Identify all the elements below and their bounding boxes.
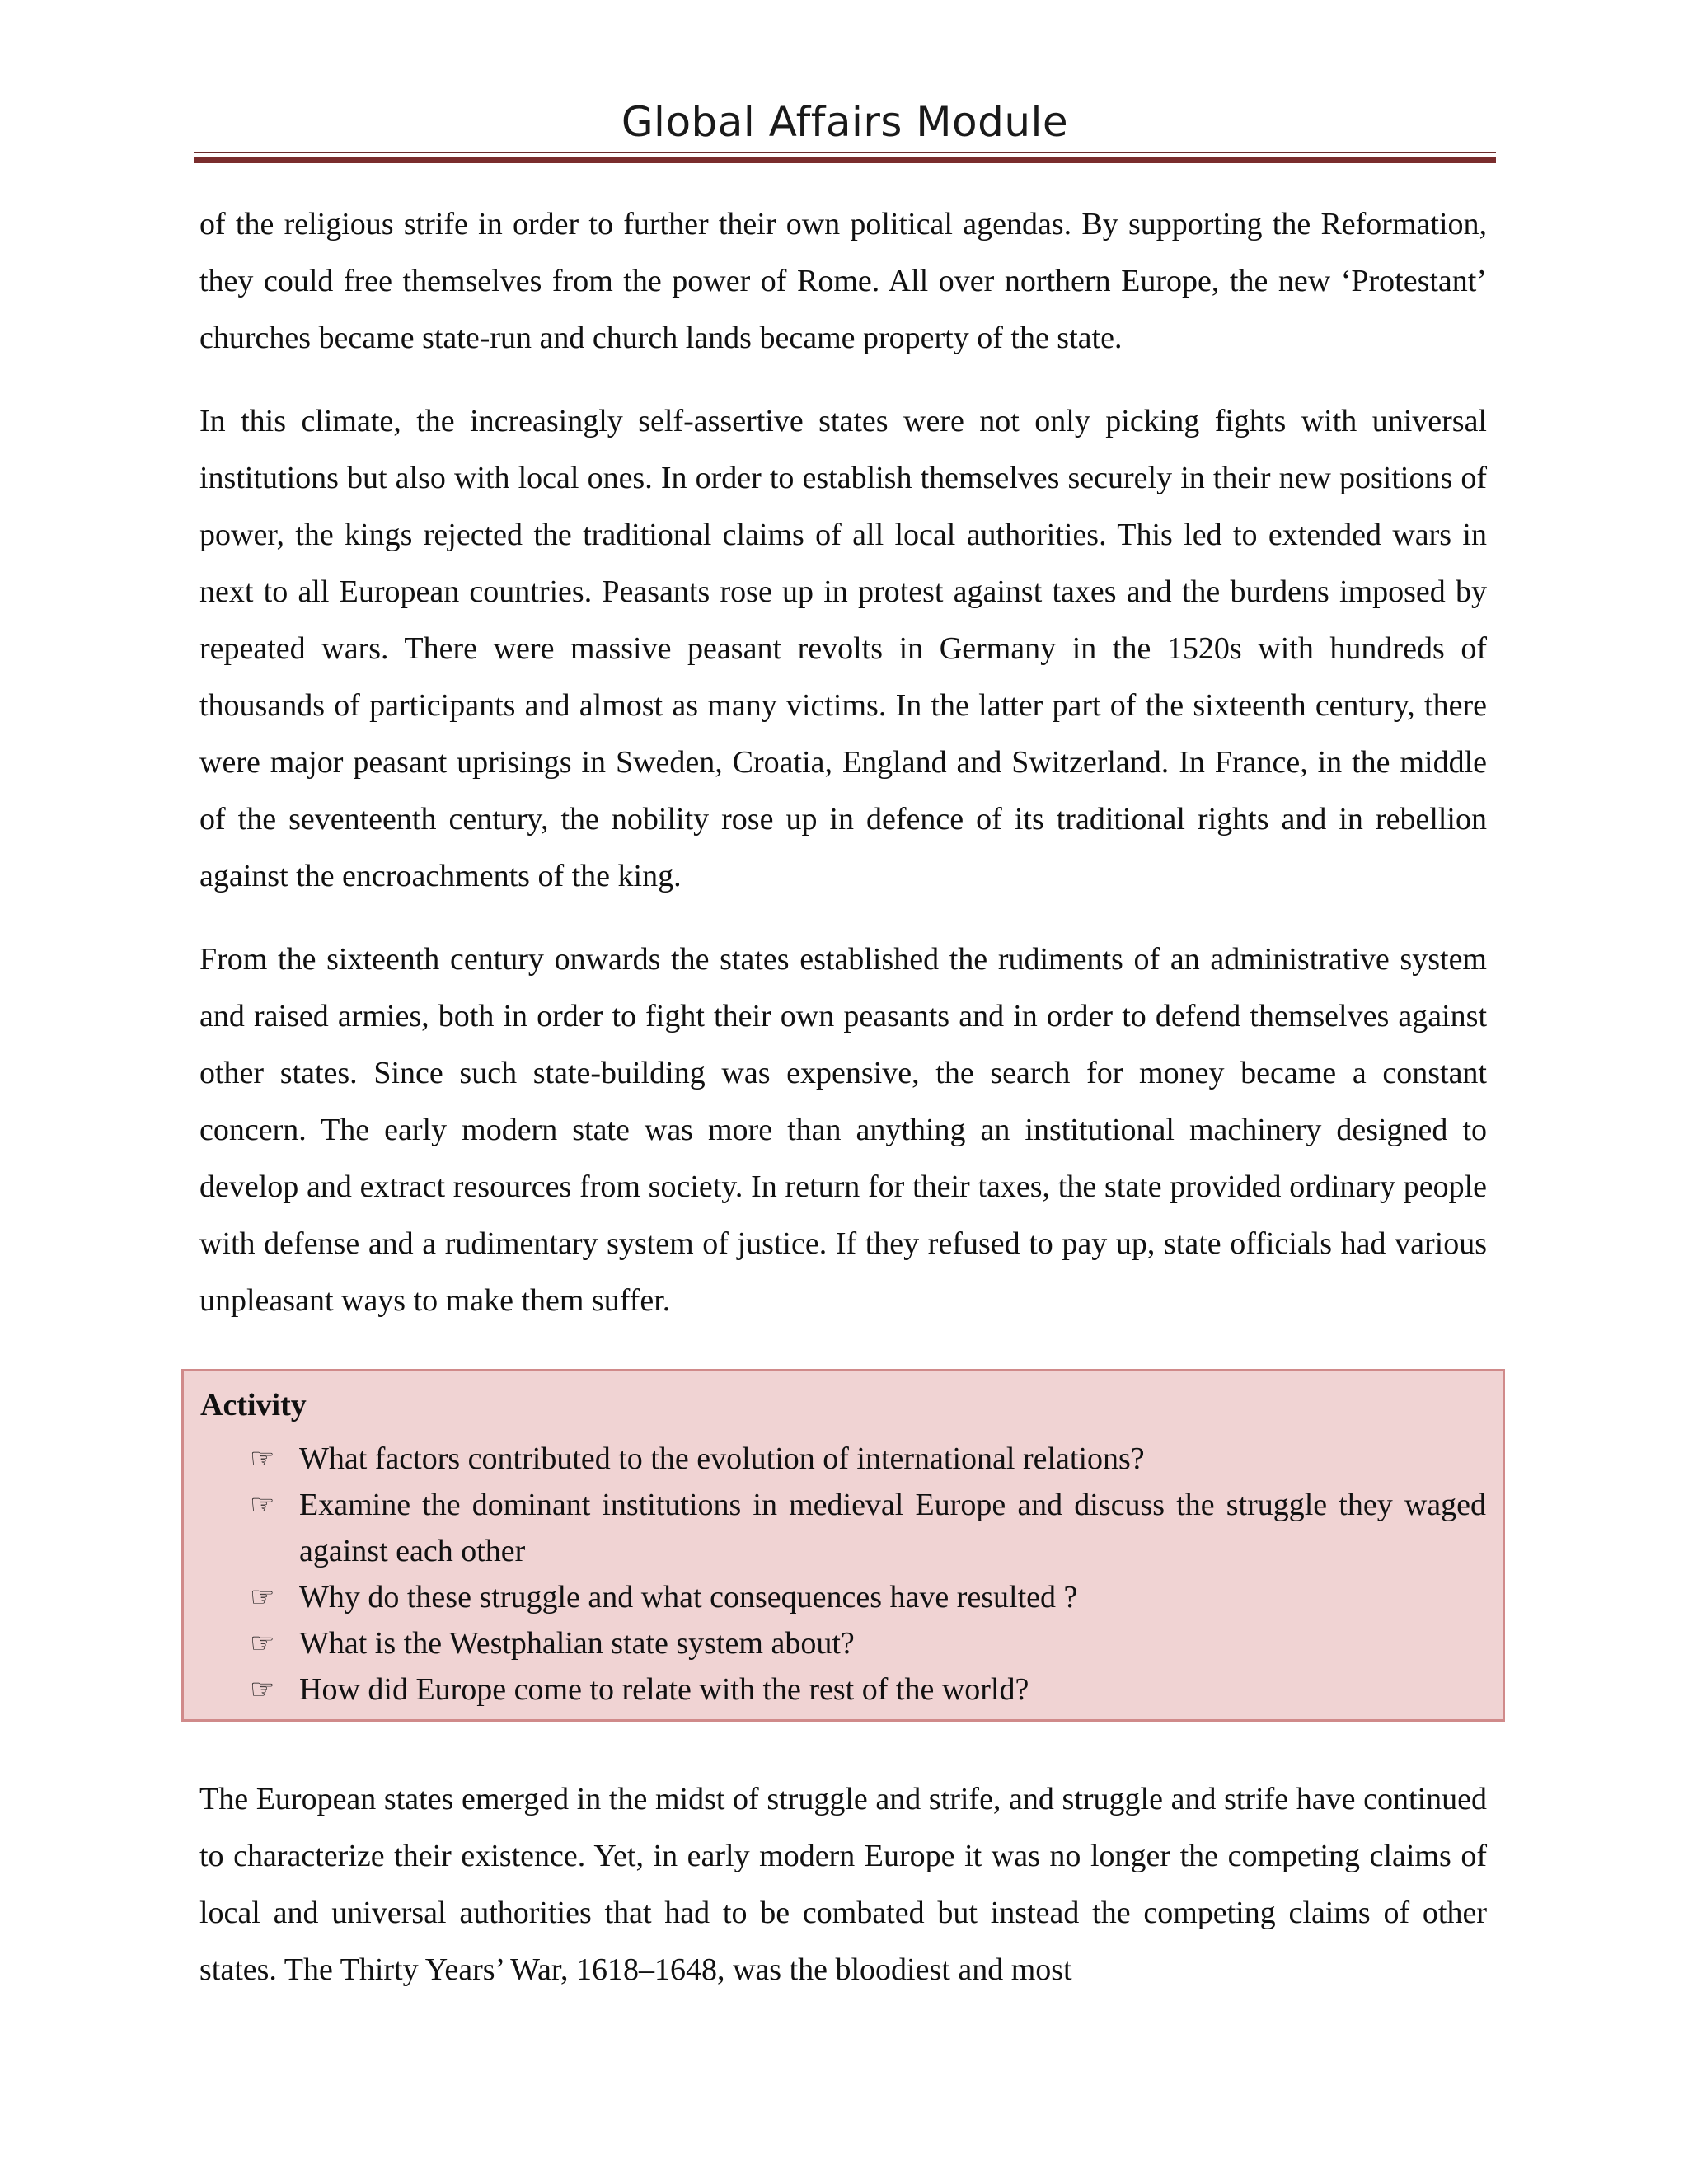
activity-item [250,1620,1486,1666]
activity-item-text: Examine the dominant institutions in medieval Europe and discuss the struggle they waged against each other [299,1488,1486,1568]
header-divider-thin [194,152,1496,153]
activity-item-text: How did Europe come to relate with the rest of the world? [299,1672,1029,1707]
activity-list [200,1436,1486,1713]
pointing-hand-icon: ☞ [250,1673,275,1706]
activity-box [181,1369,1505,1722]
activity-item [250,1436,1486,1482]
header-divider-thick [194,157,1496,163]
pointing-hand-icon: ☞ [250,1627,275,1660]
pointing-hand-icon: ☞ [250,1442,275,1475]
pointing-hand-icon: ☞ [250,1581,275,1614]
body-paragraph-1: of the religious strife in order to further their own political agendas. By supporting the Reformation, they could free themselves from the power of Rome. All over northern Europe, the new ‘Protestant’ churches became state-run and church lands became property of the state. [199,207,1487,355]
activity-item [250,1574,1486,1620]
document-body [199,196,1487,2025]
body-paragraph-3: From the sixteenth century onwards the states established the rudiments of an administrative system and raised armies, both in order to fight their own peasants and in order to defend themselves against other states. Since such state-building was expensive, the search for money became a constant concern. The early modern state was more than anything an institutional machinery designed to develop and extract resources from society. In return for their taxes, the state provided ordinary people with defense and a rudimentary system of justice. If they refused to pay up, state officials had various unpleasant ways to make them suffer. [199,942,1487,1318]
page-header-title: Global Affairs Module [621,98,1069,146]
body-paragraph-2: In this climate, the increasingly self-assertive states were not only picking fights with universal institutions but also with local ones. In order to establish themselves securely in their new positions of power, the kings rejected the traditional claims of all local authorities. This led to extended wars in next to all European countries. Peasants rose up in protest against taxes and the burdens imposed by repeated wars. There were massive peasant revolts in Germany in the 1520s with hundreds of thousands of participants and almost as many victims. In the latter part of the sixteenth century, there were major peasant uprisings in Sweden, Croatia, England and Switzerland. In France, in the middle of the seventeenth century, the nobility rose up in defence of its traditional rights and in rebellion against the encroachments of the king. [199,404,1487,893]
activity-item-text: Why do these struggle and what consequences have resulted ? [299,1580,1078,1615]
activity-item-text: What factors contributed to the evolution of international relations? [299,1441,1145,1476]
activity-title: Activity [200,1388,307,1422]
pointing-hand-icon: ☞ [250,1488,275,1521]
activity-item [250,1666,1486,1713]
activity-item-text: What is the Westphalian state system about? [299,1626,855,1661]
body-paragraph-4: The European states emerged in the midst of struggle and strife, and struggle and strife have continued to characterize their existence. Yet, in early modern Europe it was no longer the competing claims of local and universal authorities that had to be combated but instead the competing claims of other states. The Thirty Years’ War, 1618–1648, was the bloodiest and most [199,1782,1487,1987]
activity-item [250,1482,1486,1574]
